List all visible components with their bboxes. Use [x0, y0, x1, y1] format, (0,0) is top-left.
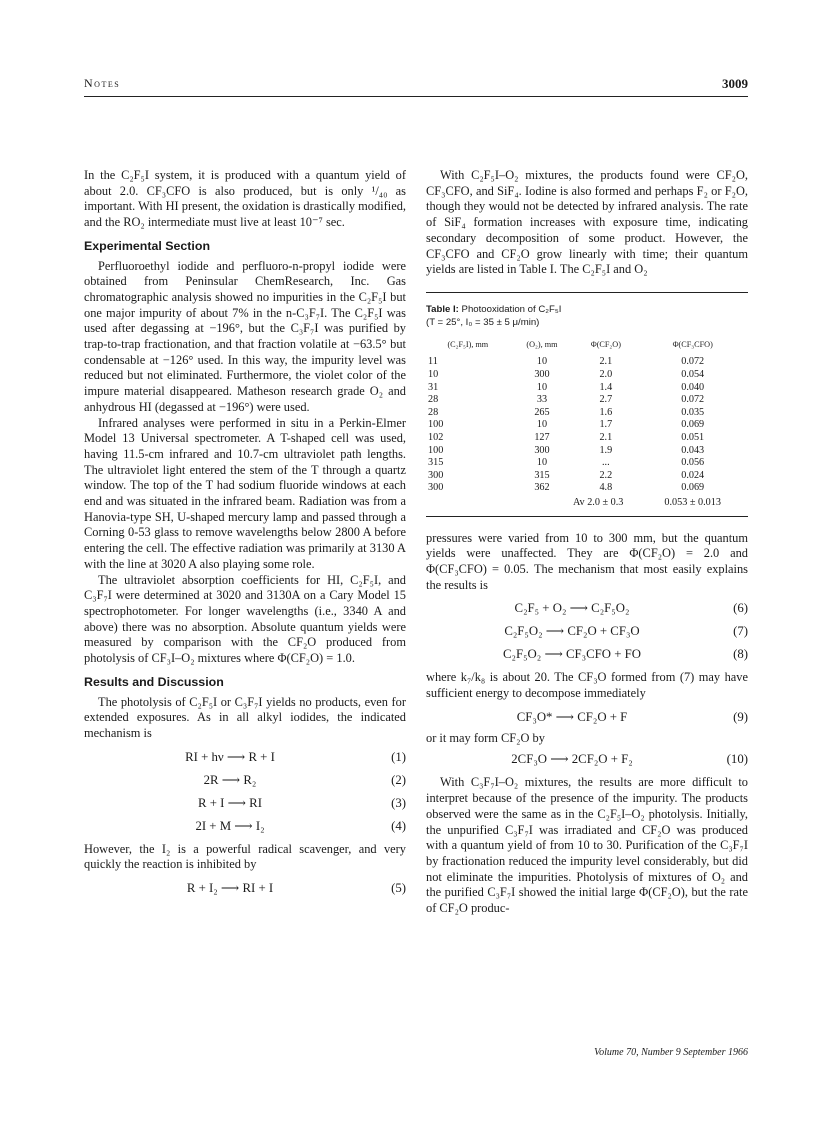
page-header [84, 76, 748, 97]
equation-number: (3) [391, 795, 406, 810]
data-table [426, 339, 748, 510]
paragraph: With C₃F₇I–O₂ mixtures, the results are more difficult to interpret because of the presence of the impurity. The products observed were the same as in the C₂F₅I–O₂ photolysis. Initially, the unpurified C₃F₇I was irradiated and CF₂O was produced with a quantum yield of from 10 to 30. Purification of the C₃F₇I by fractionation reduced the impurity level considerably, but did not eliminate the impurities. Photolysis of mixtures of O₂ and the purified C₃F₇I showed the initial large Φ(CF₂O), but the rate of CF₂O produc- [426, 775, 748, 916]
right-column [426, 168, 748, 917]
table-cell: 362 [534, 482, 550, 494]
equation-text: CF₃O* ⟶ CF₂O + F [516, 709, 628, 724]
equation-7 [426, 620, 748, 643]
column-header: (O₂), mm [526, 339, 558, 349]
equation-number: (5) [391, 881, 406, 896]
table-row [426, 470, 748, 483]
table-cell: ... [602, 457, 610, 469]
table-cell: 11 [428, 356, 438, 368]
paragraph: However, the I₂ is a powerful radical scavenger, and very quickly the reaction is inhibited by [84, 841, 406, 872]
equation-number: (6) [733, 601, 748, 616]
equation-number: (4) [391, 818, 406, 833]
table-cell: 2.1 [599, 431, 613, 443]
running-head: Notes [84, 76, 121, 90]
equation-1 [84, 746, 406, 769]
table-cell: 1.4 [599, 381, 613, 393]
paragraph: where k₇/k₈ is about 20. The CF₃O formed from (7) may have sufficient energy to decompose immediately [426, 670, 748, 701]
table-cell: 127 [534, 431, 550, 443]
journal-footer: Volume 70, Number 9 September 1966 [594, 1047, 748, 1058]
equation-text: R + I₂ ⟶ RI + I [186, 881, 274, 896]
equation-text: C₂F₅O₂ ⟶ CF₃CFO + FO [502, 647, 641, 662]
table-cell: 33 [536, 394, 548, 406]
table-cell: 0.056 [681, 457, 705, 469]
table-row [426, 407, 748, 420]
equation-2 [84, 769, 406, 792]
table-cell: 0.051 [681, 431, 705, 443]
column-header: Φ(CF₃CFO) [672, 339, 713, 349]
table-cell: 10 [536, 356, 548, 368]
table-cell: 1.6 [599, 406, 613, 418]
equation-text: R + I ⟶ RI [198, 795, 262, 810]
table-cell: 10 [428, 369, 439, 381]
table-cell: 0.054 [681, 369, 705, 381]
table-row [426, 432, 748, 445]
average-phi-cf2o: Av 2.0 ± 0.3 [572, 496, 624, 508]
table-cell: 2.1 [599, 356, 613, 368]
left-column [84, 168, 406, 900]
table-cell: 102 [428, 431, 444, 443]
table-1 [426, 292, 748, 517]
table-row [426, 445, 748, 458]
table-cell: 2.7 [599, 394, 613, 406]
equation-text: C₂F₅ + O₂ ⟶ C₂F₅O₂ [514, 601, 630, 616]
table-caption [426, 303, 748, 329]
equation-number: (7) [733, 624, 748, 639]
equation-number: (8) [733, 647, 748, 662]
table-row [426, 369, 748, 382]
equation-6 [426, 597, 748, 620]
table-cell: 2.2 [599, 469, 613, 481]
paragraph: Infrared analyses were performed in situ in a Perkin-Elmer Model 13 Universal spectrometer. A T-shaped cell was used, having 11.5-cm infrared and 10.7-cm ultraviolet path lengths. The ultraviolet light entered the stem of the T through a quartz window. The top of the T had sodium fluoride windows at each end and was situated in the infrared beam. Radiation was from a Hanovia-type SH, U-shaped mercury lamp and passed through a Corning 0-53 glass to remove wavelengths below 2800 A before entering the cell. The effective radiation was primarily at 3130 A with the line at 3020 A also playing some role. [84, 415, 406, 571]
equation-4 [84, 815, 406, 838]
section-heading-results: Results and Discussion [84, 674, 224, 689]
table-label: Table I: [426, 303, 459, 315]
paragraph: pressures were varied from 10 to 300 mm, but the quantum yields were unaffected. They are Φ(CF₂O) = 2.0 and Φ(CF₃CFO) = 0.05. The mechanism that most easily explains the results is [426, 530, 748, 592]
table-cell: 300 [428, 469, 444, 481]
equation-text: 2R ⟶ R₂ [203, 772, 257, 787]
table-row [426, 419, 748, 432]
table-cell: 265 [534, 406, 550, 418]
equation-5 [84, 877, 406, 900]
equation-text: RI + hν ⟶ R + I [185, 749, 275, 764]
table-conditions: (T = 25°, I₀ = 35 ± 5 μ/min) [426, 316, 540, 328]
table-row [426, 482, 748, 495]
equation-8 [426, 643, 748, 666]
table-cell: 315 [534, 469, 550, 481]
table-cell: 10 [536, 381, 548, 393]
table-cell: 31 [428, 381, 439, 393]
table-cell: 1.7 [599, 419, 613, 431]
equation-9 [426, 706, 748, 729]
table-cell: 1.9 [599, 444, 613, 456]
paragraph: The ultraviolet absorption coefficients for HI, C₂F₅I, and C₃F₇I were determined at 3020 and 3130A on a Cary Model 15 spectrophotometer. For longer wavelengths (i.e., 3340 A and above) there was no absorption. Absolute quantum yields were measured by comparison with the CF₂O produced from photolysis of CF₃I–O₂ mixtures where Φ(CF₂O) = 1.0. [84, 572, 406, 666]
table-cell: 28 [428, 394, 439, 406]
table-cell: 0.043 [681, 444, 705, 456]
table-cell: 0.035 [681, 406, 705, 418]
equation-number: (9) [733, 709, 748, 724]
page-number: 3009 [722, 76, 748, 91]
column-header: (C₂F₅I), mm [447, 339, 489, 349]
table-row [426, 382, 748, 395]
table-average-row [426, 495, 748, 510]
column-header: Φ(CF₂O) [590, 339, 621, 349]
table-cell: 300 [534, 369, 550, 381]
paragraph: In the C₂F₅I system, it is produced with a quantum yield of about 2.0. CF₃CFO is also produced, but is only ¹/₄₀ as important. With HI present, the oxidation is drastically modified, and the RO₂ intermediate must live at least 10⁻⁷ sec. [84, 168, 406, 230]
table-cell: 2.0 [599, 369, 613, 381]
equation-3 [84, 792, 406, 815]
table-cell: 300 [428, 482, 444, 494]
equation-number: (1) [391, 749, 406, 764]
table-cell: 300 [534, 444, 550, 456]
table-cell: 10 [536, 457, 548, 469]
equation-text: 2I + M ⟶ I₂ [195, 818, 265, 833]
table-cell: 0.069 [681, 482, 705, 494]
equation-number: (2) [391, 772, 406, 787]
table-cell: 28 [428, 406, 439, 418]
table-row [426, 356, 748, 369]
table-cell: 0.069 [681, 419, 705, 431]
table-cell: 315 [428, 457, 444, 469]
table-cell: 100 [428, 419, 444, 431]
table-cell: 0.040 [681, 381, 705, 393]
section-heading-experimental: Experimental Section [84, 238, 211, 253]
table-cell: 0.024 [681, 469, 705, 481]
paragraph: With C₂F₅I–O₂ mixtures, the products found were CF₂O, CF₃CFO, and SiF₄. Iodine is also formed and perhaps F₂ or F₂O, though they would not be detected by infrared analysis. The rate of SiF₄ formation increases with exposure time, indicating secondary decomposition of some product. However, the CF₃CFO and CF₂O grow linearly with time; their quantum yields are listed in Table I. The C₂F₅I and O₂ [426, 168, 748, 277]
table-cell: 0.072 [681, 356, 705, 368]
paragraph: Perfluoroethyl iodide and perfluoro-n-propyl iodide were obtained from Peninsular ChemResearch, Inc. Gas chromatographic analysis showed no impurities in the C₂F₅I but one major impurity of about 7% in the n-C₃F₇I. The C₂F₅I was used after degassing at −196°, but the C₃F₇I was purified by trap-to-trap fractionation, and that fraction volatile at −63.5° but condensable at −126° used. In this way, the impurity level was reduced but not eliminated. Furthermore, the violet color of the impure material disappeared. Matheson research grade O₂ and anhydrous HI (degassed at −196°) were used. [84, 258, 406, 414]
table-title: Photooxidation of C₂F₅I [461, 303, 562, 315]
equation-text: 2CF₃O ⟶ 2CF₂O + F₂ [511, 752, 633, 767]
table-row [426, 394, 748, 407]
table-cell: 0.072 [681, 394, 705, 406]
paragraph: The photolysis of C₂F₅I or C₃F₇I yields no products, even for extended exposures. As in all alkyl iodides, the indicated mechanism is [84, 694, 406, 740]
table-cell: 100 [428, 444, 444, 456]
paragraph: or it may form CF₂O by [426, 730, 545, 745]
average-phi-cf3cfo: 0.053 ± 0.013 [664, 496, 721, 508]
table-cell: 10 [536, 419, 548, 431]
equation-text: C₂F₅O₂ ⟶ CF₂O + CF₃O [504, 624, 640, 639]
equation-number: (10) [726, 752, 748, 767]
table-cell: 4.8 [599, 482, 613, 494]
equation-10 [426, 748, 748, 771]
table-row [426, 457, 748, 470]
